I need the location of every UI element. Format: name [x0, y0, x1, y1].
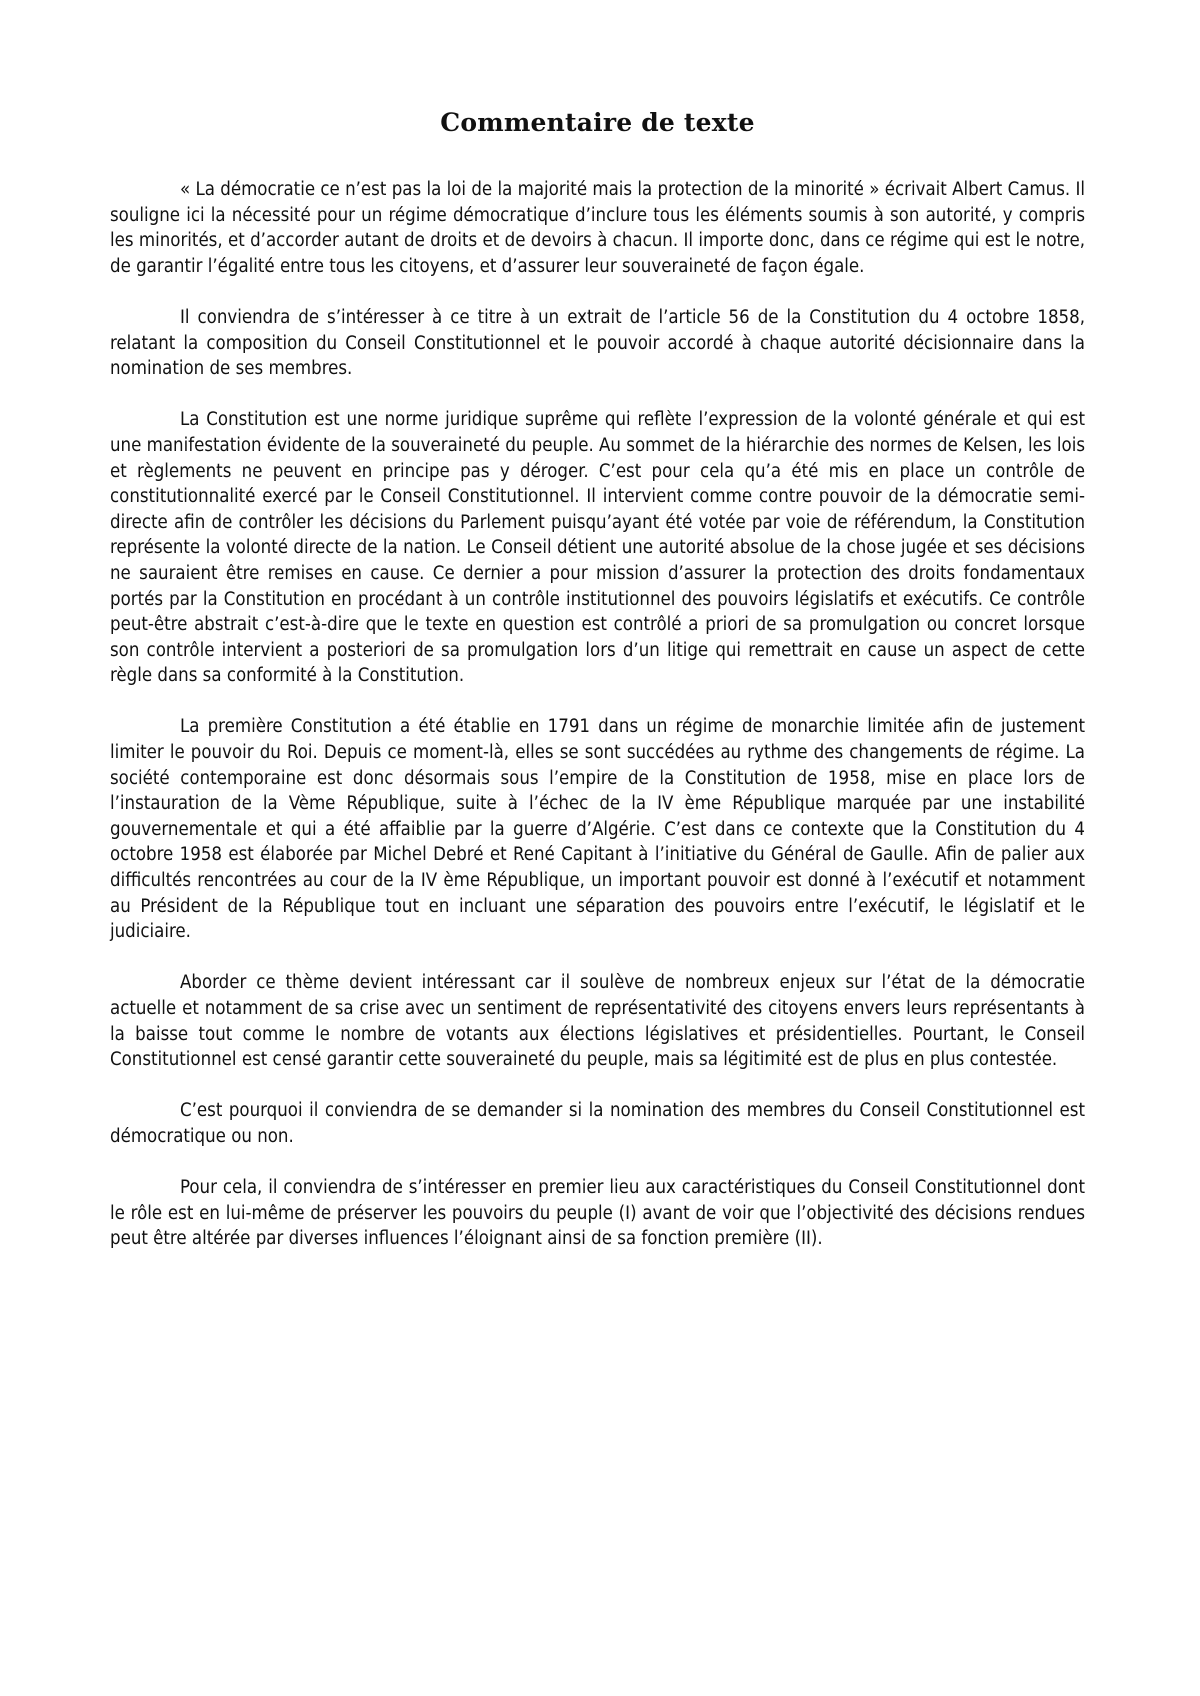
paragraph-extract-presentation: Il conviendra de s’intéresser à ce titre à un extrait de l’article 56 de la Constitution du 4 octobre 1858, relatant la composition du Conseil Constitutionnel et le pouvoir accordé à chaque autorité décisionnaire dans la nomination de ses membres.	[110, 306, 1085, 380]
paragraph-outline: Pour cela, il conviendra de s’intéresser en premier lieu aux caractéristiques du Conseil Constitutionnel dont le rôle est en lui-même de préserver les pouvoirs du peuple (I) avant de voir que l’objectivité des décisions rendues peut être altérée par diverses influences l’éloignant ainsi de sa fonction première (II).	[110, 1177, 1085, 1250]
paragraph-problematic: C’est pourquoi il conviendra de se demander si la nomination des membres du Conseil Constitutionnel est démocratique ou non.	[110, 1100, 1085, 1147]
document-title: Commentaire de texte	[440, 108, 755, 137]
paragraph-historical-context: La première Constitution a été établie en 1791 dans un régime de monarchie limitée afin de justement limiter le pouvoir du Roi. Depuis ce moment-là, elles se sont succédées au rythme des changements de régime. La société contemporaine est donc désormais sous l’empire de la Constitution de 1958, mise en place lors de l’instauration de la Vème République, suite à l’échec de la IV ème République marquée par une instabilité gouvernementale et qui a été affaiblie par la guerre d’Algérie. C’est dans ce contexte que la Constitution du 4 octobre 1958 est élaborée par Michel Debré et René Capitant à l’initiative du Général de Gaulle. Afin de palier aux difficultés rencontrées au cour de la IV ème République, un important pouvoir est donné à l’exécutif et notamment au Président de la République tout en incluant une séparation des pouvoirs entre l’exécutif, le législatif et le judiciaire.	[110, 716, 1085, 943]
paragraph-constitution-definition: La Constitution est une norme juridique suprême qui reflète l’expression de la volonté générale et qui est une manifestation évidente de la souveraineté du peuple. Au sommet de la hiérarchie des normes de Kelsen, les lois et règlements ne peuvent en principe pas y déroger. C’est pour cela qu’a été mis en place un contrôle de constitutionnalité exercé par le Conseil Constitutionnel. Il intervient comme contre pouvoir de la démocratie semi-directe afin de contrôler les décisions du Parlement puisqu’ayant été votée par voie de référendum, la Constitution représente la volonté directe de la nation. Le Conseil détient une autorité absolue de la chose jugée et ses décisions ne sauraient être remises en cause. Ce dernier a pour mission d’assurer la protection des droits fondamentaux portés par la Constitution en procédant à un contrôle institutionnel des pouvoirs législatifs et exécutifs. Ce contrôle peut-être abstrait c’est-à-dire que le texte en question est contrôlé a priori de sa promulgation ou concret lorsque son contrôle intervient a posteriori de sa promulgation lors d’un litige qui remettrait en cause un aspect de cette règle dans sa conformité à la Constitution.	[110, 409, 1085, 687]
document-body	[110, 108, 1085, 1278]
paragraph-introduction-quote: « La démocratie ce n’est pas la loi de la majorité mais la protection de la minorité » écrivait Albert Camus. Il souligne ici la nécessité pour un régime démocratique d’inclure tous les éléments soumis à son autorité, y compris les minorités, et d’accorder autant de droits et de devoirs à chacun. Il importe donc, dans ce régime qui est le notre, de garantir l’égalité entre tous les citoyens, et d’assurer leur souveraineté de façon égale.	[110, 179, 1085, 277]
paragraph-stakes: Aborder ce thème devient intéressant car il soulève de nombreux enjeux sur l’état de la démocratie actuelle et notamment de sa crise avec un sentiment de représentativité des citoyens envers leurs représentants à la baisse tout comme le nombre de votants aux élections législatives et présidentielles. Pourtant, le Conseil Constitutionnel est censé garantir cette souveraineté du peuple, mais sa légitimité est de plus en plus contestée.	[110, 972, 1085, 1071]
